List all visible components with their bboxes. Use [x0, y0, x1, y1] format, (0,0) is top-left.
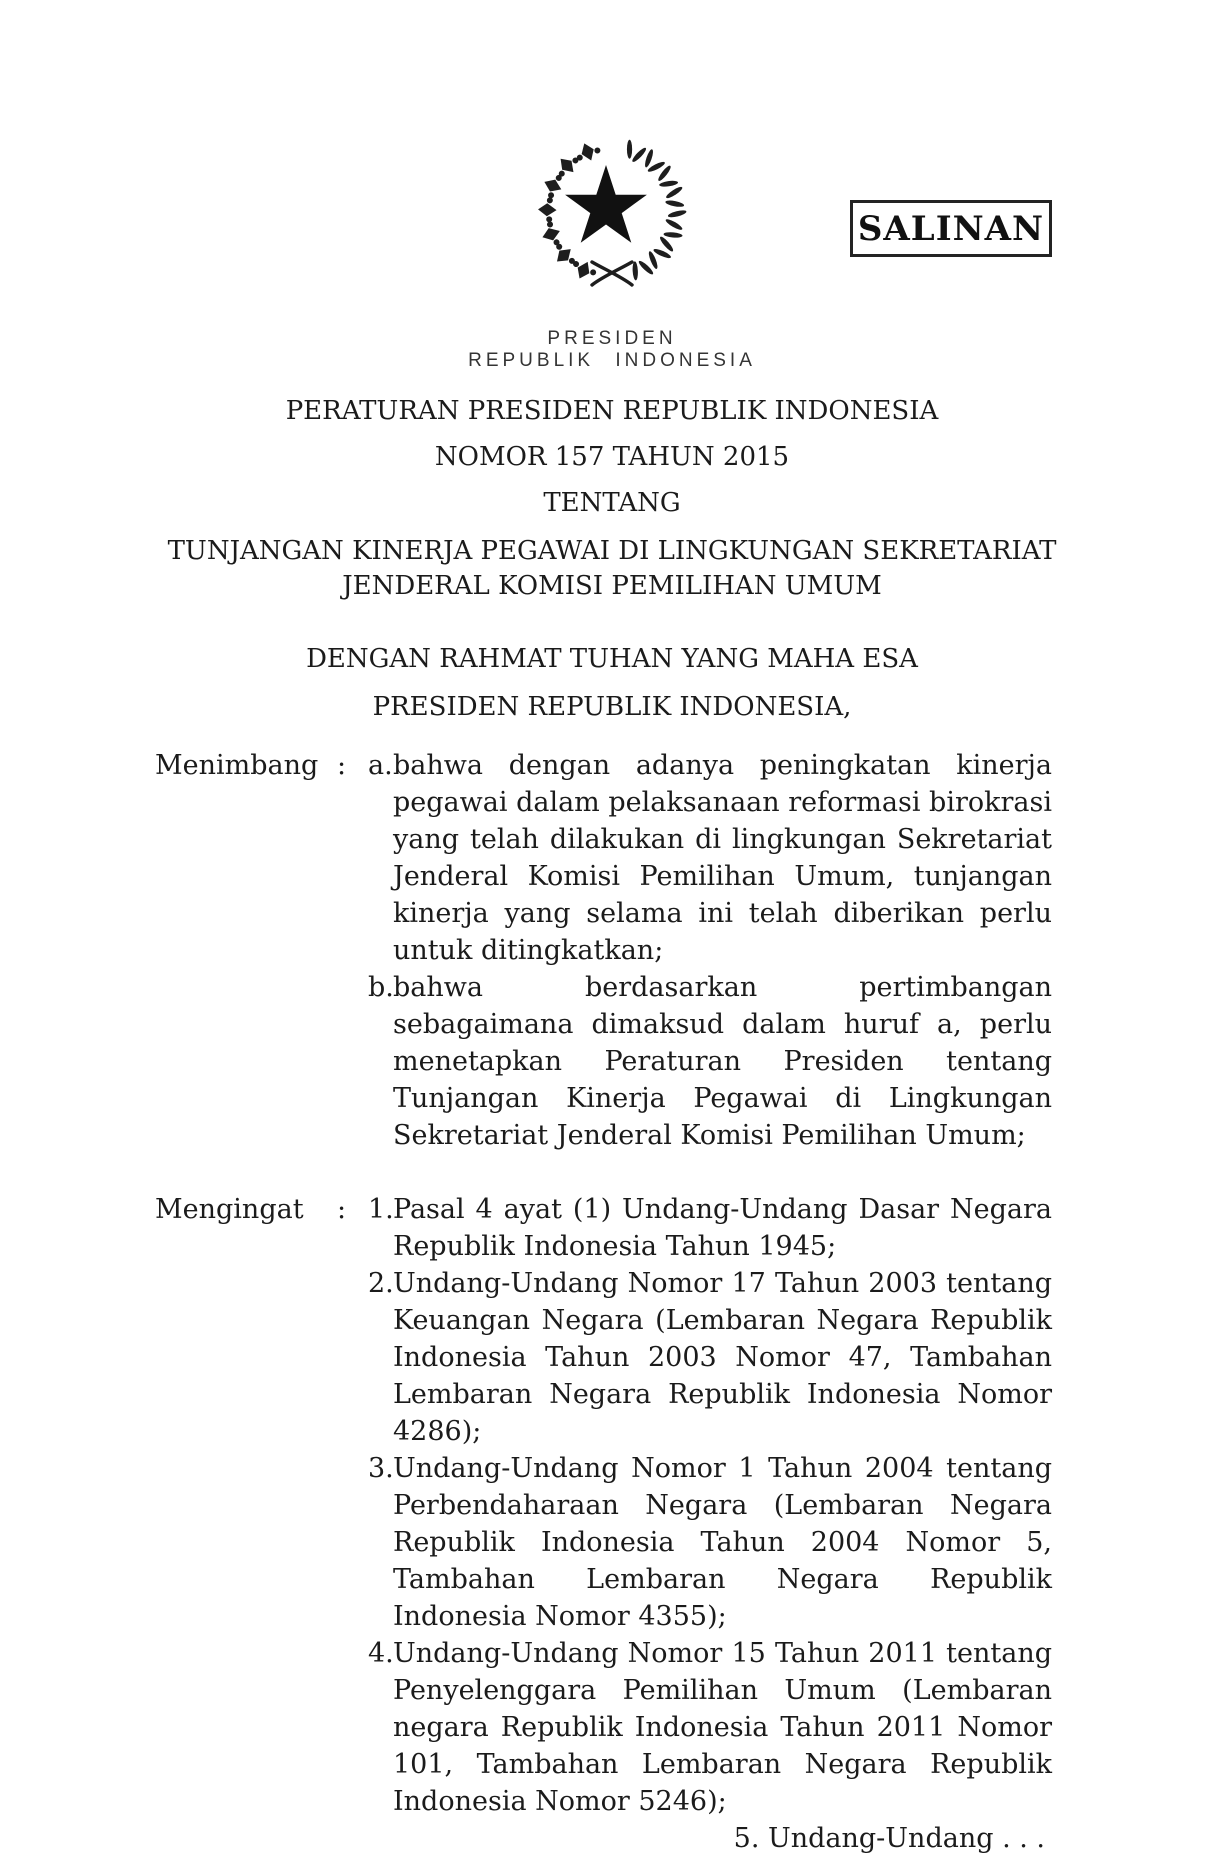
regulation-title-block	[0, 388, 1224, 604]
title-subject-line-2: JENDERAL KOMISI PEMILIHAN UMUM	[342, 571, 882, 601]
mengingat-section	[155, 1191, 1052, 1820]
item-text: Undang-Undang Nomor 1 Tahun 2004 tentang Perbendaharaan Negara (Lembaran Negara Republik Indonesia Tahun 2004 Nomor 5, Tambahan Lembaran Negara Republik Indonesia Nomor 4355);	[393, 1453, 1052, 1632]
item-marker: a.	[368, 750, 393, 781]
list-item	[368, 747, 1052, 969]
title-tentang: TENTANG	[543, 488, 681, 518]
title-peraturan: PERATURAN PRESIDEN REPUBLIK INDONESIA	[285, 396, 939, 426]
menimbang-label: Menimbang	[155, 750, 319, 781]
list-item	[368, 1265, 1052, 1450]
list-item	[368, 969, 1052, 1154]
letterhead	[0, 328, 1224, 372]
item-marker: 3.	[368, 1453, 394, 1484]
menimbang-colon: :	[337, 750, 347, 781]
star-shape	[565, 165, 647, 243]
menimbang-section	[155, 747, 1052, 1154]
list-item	[368, 1635, 1052, 1820]
list-item	[368, 1450, 1052, 1635]
invocation-line: DENGAN RAHMAT TUHAN YANG MAHA ESA	[306, 644, 918, 674]
menimbang-items	[368, 747, 1052, 1154]
letterhead-republik-indonesia: REPUBLIK INDONESIA	[468, 350, 756, 371]
star-wreath-icon	[528, 136, 696, 288]
mengingat-label: Mengingat	[155, 1194, 304, 1225]
clauses	[0, 747, 1224, 1820]
mengingat-items	[368, 1191, 1052, 1820]
item-text: bahwa dengan adanya peningkatan kinerja pegawai dalam pelaksanaan reformasi birokrasi yang telah dilakukan di lingkungan Sekretariat Jenderal Komisi Pemilihan Umum, tunjangan kinerja yang selama ini telah diberikan perlu untuk ditingkatkan;	[393, 750, 1052, 966]
item-marker: 1.	[368, 1194, 394, 1225]
item-marker: 2.	[368, 1268, 394, 1299]
item-text: Pasal 4 ayat (1) Undang-Undang Dasar Negara Republik Indonesia Tahun 1945;	[393, 1194, 1052, 1262]
mengingat-colon: :	[337, 1194, 347, 1225]
preamble	[0, 635, 1224, 731]
title-nomor: NOMOR 157 TAHUN 2015	[434, 442, 790, 472]
page-catchword: 5. Undang-Undang . . .	[733, 1823, 1045, 1854]
list-item	[368, 1191, 1052, 1265]
title-subject-line-1: TUNJANGAN KINERJA PEGAWAI DI LINGKUNGAN SEKRETARIAT	[167, 536, 1057, 566]
item-text: bahwa berdasarkan pertimbangan sebagaimana dimaksud dalam huruf a, perlu menetapkan Peraturan Presiden tentang Tunjangan Kinerja Pegawai di Lingkungan Sekretariat Jenderal Komisi Pemilihan Umum;	[393, 972, 1052, 1151]
salinan-label: SALINAN	[857, 208, 1045, 249]
presidential-emblem	[528, 136, 696, 288]
authority-line: PRESIDEN REPUBLIK INDONESIA,	[372, 692, 852, 722]
title-subject	[0, 534, 1224, 604]
item-text: Undang-Undang Nomor 15 Tahun 2011 tentang Penyelenggara Pemilihan Umum (Lembaran negara Republik Indonesia Tahun 2011 Nomor 101, Tambahan Lembaran Negara Republik Indonesia Nomor 5246);	[393, 1638, 1052, 1817]
item-text: Undang-Undang Nomor 17 Tahun 2003 tentang Keuangan Negara (Lembaran Negara Republik Indonesia Tahun 2003 Nomor 47, Tambahan Lembaran Negara Republik Indonesia Nomor 4286);	[393, 1268, 1052, 1447]
item-marker: 4.	[368, 1638, 394, 1669]
letterhead-presiden: PRESIDEN	[547, 328, 677, 349]
item-marker: b.	[368, 972, 394, 1003]
salinan-stamp-box	[850, 200, 1052, 257]
